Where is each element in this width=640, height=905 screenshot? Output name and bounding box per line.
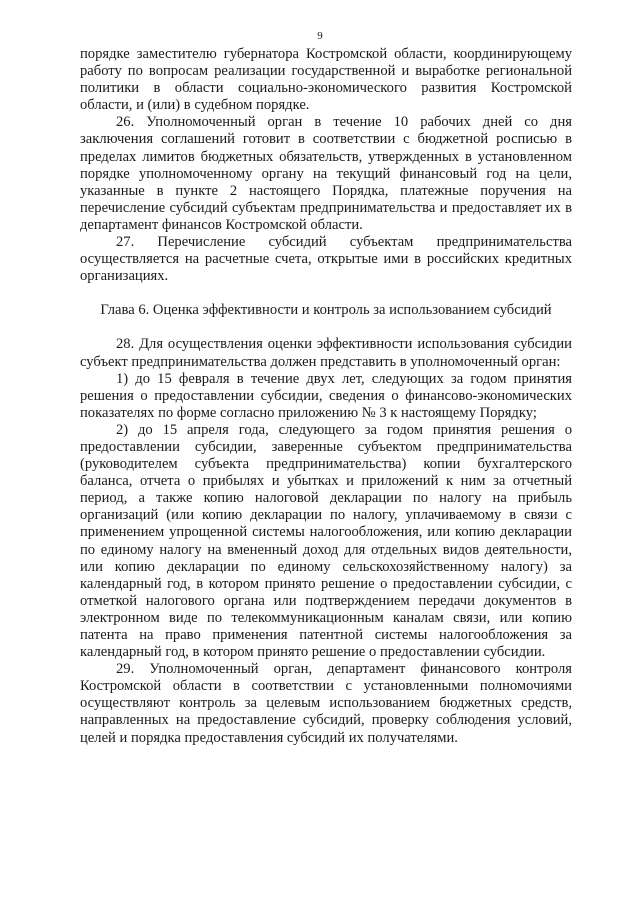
chapter-heading: Глава 6. Оценка эффективности и контроль за использованием субсидий	[100, 302, 552, 319]
paragraph-29: 29. Уполномоченный орган, департамент финансового контроля Костромской области в соответствии с установленными полномочиями осуществляют контроль за целевым использованием бюджетных средств, направленных на предоставление субсидий, проверку соблюдения условий, целей и порядка предоставления субсидий их получателями.	[80, 661, 572, 746]
page-number: 9	[317, 30, 323, 42]
paragraph-27: 27. Перечисление субсидий субъектам предпринимательства осуществляется на расчетные счета, открытые ими в российских кредитных организациях.	[80, 234, 572, 285]
document-body	[80, 46, 572, 747]
paragraph-28-item-2: 2) до 15 апреля года, следующего за годом принятия решения о предоставлении субсидии, заверенные субъектом предпринимательства (руководителем субъекта предпринимательства) копии бухгалтерского баланса, отчета о прибылях и убытках и приложений к ним за отчетный период, а также копию налоговой декларации по налогу на прибыль организаций (или копию декларации по налогу, уплачиваемому в связи с применением упрощенной системы налогообложения, или копию декларации по единому налогу на вмененный доход для отдельных видов деятельности, или копию декларации по единому сельскохозяйственному налогу) за календарный год, в котором принято решение о предоставлении субсидии, с отметкой налогового органа или подтверждением передачи документов в электронном виде по телекоммуникационным каналам связи, или копию патента на право применения патентной системы налогообложения за календарный год, в котором принято решение о предоставлении субсидии.	[80, 421, 572, 661]
paragraph-28: 28. Для осуществления оценки эффективности использования субсидии субъект предпринимательства должен представить в уполномоченный орган:	[80, 336, 572, 370]
paragraph-continuation: порядке заместителю губернатора Костромской области, координирующему работу по вопросам реализации государственной и выработке региональной политики в области социально-экономического развития Костромской области, и (или) в судебном порядке.	[80, 46, 572, 114]
paragraph-26: 26. Уполномоченный орган в течение 10 рабочих дней со дня заключения соглашений готовит в соответствии с бюджетной росписью в пределах лимитов бюджетных обязательств, утвержденных в установленном порядке уполномоченному органу на текущий финансовый год на цели, указанные в пункте 2 настоящего Порядка, платежные поручения на перечисление субсидий субъектам предпринимательства и предоставляет их в департамент финансов Костромской области.	[80, 114, 572, 233]
paragraph-28-item-1: 1) до 15 февраля в течение двух лет, следующих за годом принятия решения о предоставлении субсидии, сведения о финансово-экономических показателях по форме согласно приложению № 3 к настоящему Порядку;	[80, 370, 572, 421]
